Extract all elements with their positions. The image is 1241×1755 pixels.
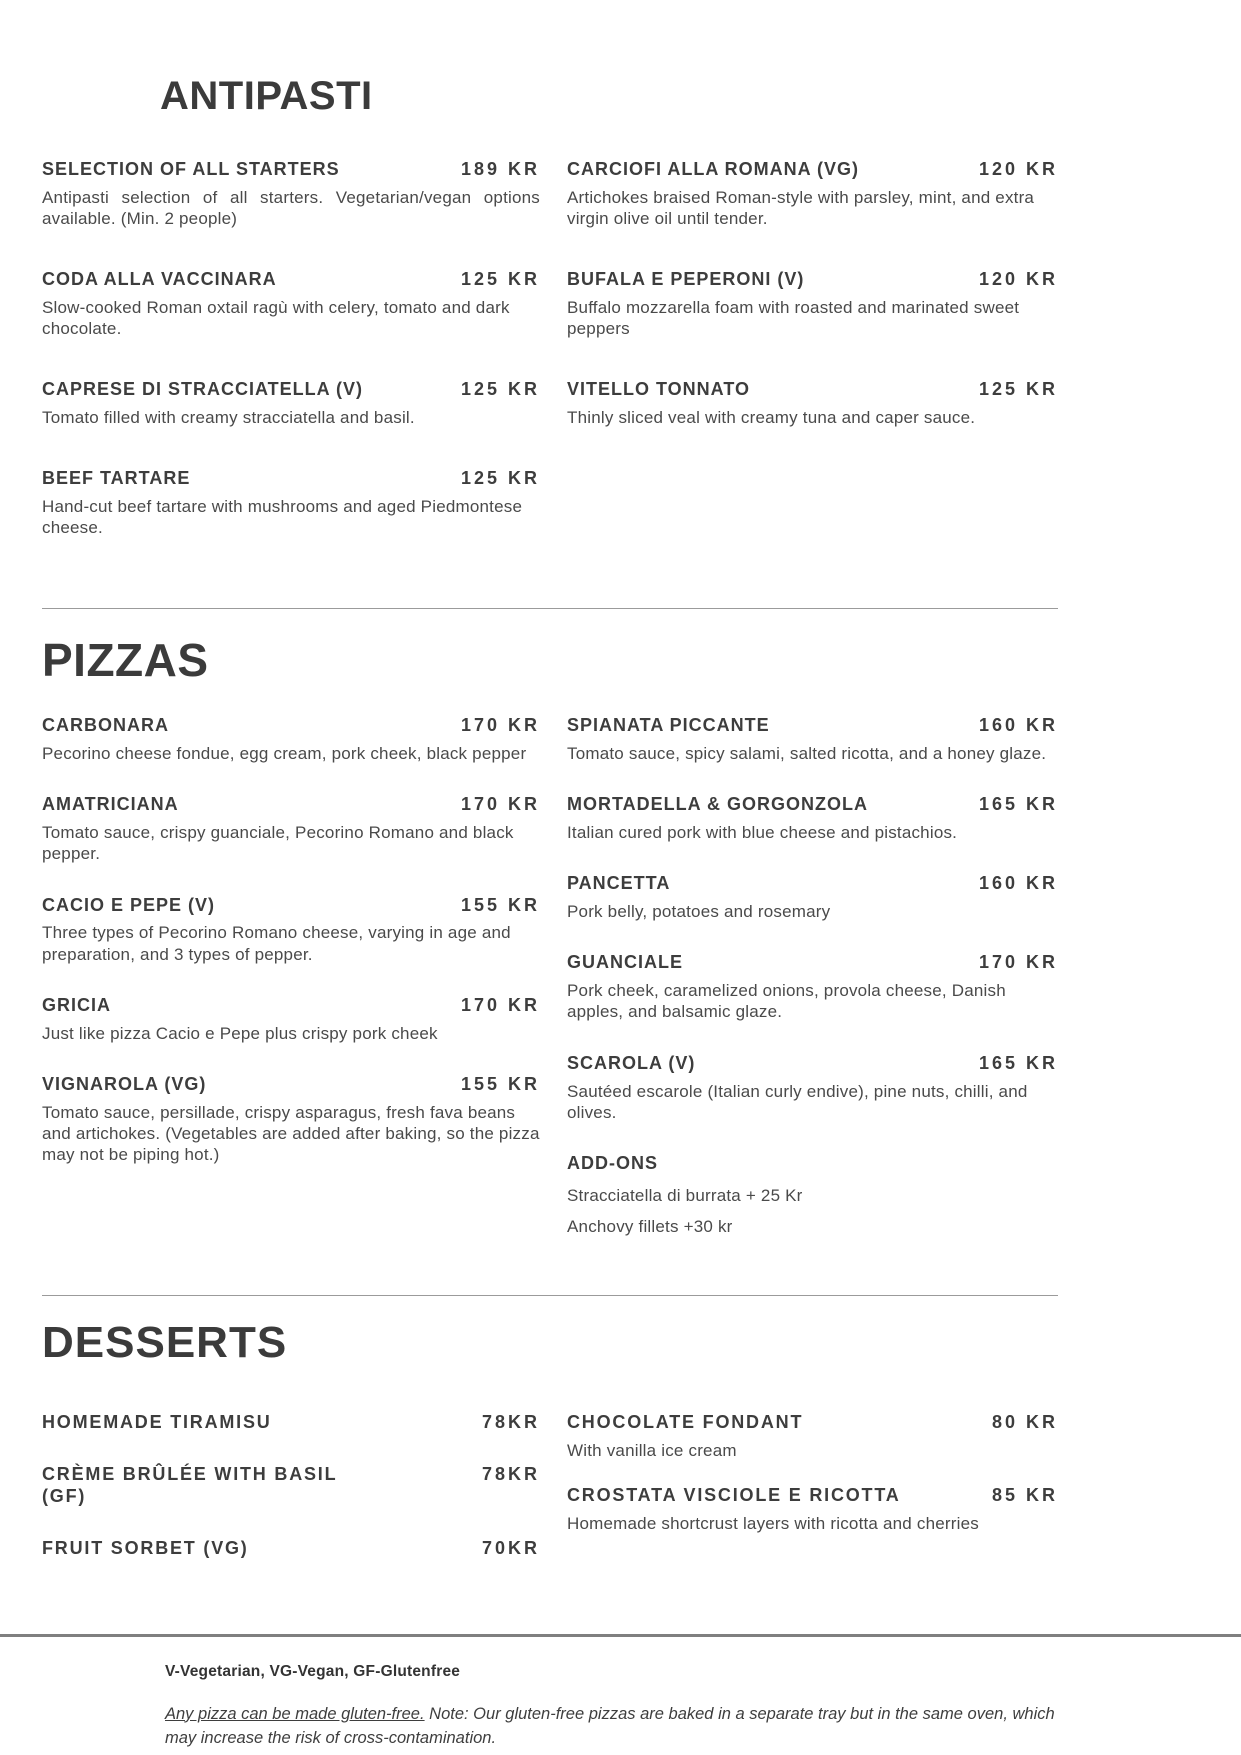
- item-title-row: [42, 794, 540, 816]
- item-description: Pecorino cheese fondue, egg cream, pork cheek, black pepper: [42, 744, 527, 764]
- footer: [42, 1663, 1058, 1751]
- desserts-left-column: [42, 1412, 540, 1590]
- item-price: 165 KR: [978, 794, 1058, 815]
- item-description: Homemade shortcrust layers with ricotta and cherries: [567, 1513, 979, 1533]
- item-price: 125 KR: [460, 379, 540, 400]
- pizzas-right-column: [567, 715, 1058, 1266]
- item-title-row: [42, 159, 540, 181]
- menu-item: [42, 1412, 540, 1434]
- item-description: Tomato filled with creamy stracciatella and basil.: [42, 408, 415, 428]
- item-title-row: [567, 952, 1058, 974]
- item-description: Tomato sauce, crispy guanciale, Pecorino Romano and black pepper.: [42, 823, 514, 864]
- antipasti-left-column: [42, 159, 540, 578]
- footer-divider: [0, 1634, 1241, 1637]
- item-title-row: [42, 379, 540, 401]
- item-title: FRUIT SORBET (VG): [42, 1537, 249, 1558]
- menu-item: [42, 794, 540, 864]
- item-title: CARBONARA: [42, 715, 169, 736]
- section-divider: [42, 608, 1058, 609]
- item-price: 85 KR: [991, 1484, 1058, 1505]
- item-title: GUANCIALE: [567, 952, 683, 973]
- add-on-line: Stracciatella di burrata + 25 Kr: [567, 1185, 803, 1205]
- menu-item: [42, 1464, 540, 1508]
- item-title: PANCETTA: [567, 873, 671, 894]
- item-description: Artichokes braised Roman-style with parsley, mint, and extra virgin olive oil until tender.: [567, 187, 1035, 229]
- item-price: 120 KR: [978, 269, 1058, 290]
- menu-item: [42, 995, 540, 1044]
- menu-item: [567, 794, 1058, 843]
- item-description: Pork belly, potatoes and rosemary: [567, 902, 831, 922]
- item-description: With vanilla ice cream: [567, 1440, 737, 1460]
- menu-item: [567, 715, 1058, 764]
- item-title: CACIO E PEPE (V): [42, 894, 216, 915]
- gluten-free-note-rest: Note: Our gluten-free pizzas are baked in a separate tray but in the same oven, which may increase the risk of cross-contamination.: [165, 1704, 1055, 1747]
- menu-item: [42, 159, 540, 229]
- menu-item: [567, 1053, 1058, 1123]
- item-price: 170 KR: [978, 952, 1058, 973]
- item-title-row: [567, 379, 1058, 401]
- item-title-row: [42, 1538, 540, 1560]
- item-description: Tomato sauce, spicy salami, salted ricotta, and a honey glaze.: [567, 744, 1047, 764]
- item-title: SCAROLA (V): [567, 1052, 696, 1073]
- item-title: CARCIOFI ALLA ROMANA (VG): [567, 159, 859, 179]
- item-price: 170 KR: [460, 794, 540, 815]
- item-price: 165 KR: [978, 1052, 1058, 1073]
- item-price: 125 KR: [460, 468, 540, 489]
- item-price: 170 KR: [460, 994, 540, 1015]
- menu-item: [567, 873, 1058, 922]
- item-title-row: [567, 715, 1058, 737]
- item-price: 78KR: [481, 1463, 540, 1484]
- item-price: 170 KR: [460, 715, 540, 736]
- item-description: Hand-cut beef tartare with mushrooms and aged Piedmontese cheese.: [42, 497, 523, 538]
- section-divider: [42, 1295, 1058, 1296]
- item-title: CAPRESE DI STRACCIATELLA (V): [42, 379, 364, 400]
- menu-item: [567, 379, 1058, 428]
- item-price: 70KR: [481, 1537, 540, 1558]
- menu-item: [567, 1412, 1058, 1461]
- gluten-free-note-underlined: Any pizza can be made gluten-free.: [165, 1704, 425, 1723]
- item-title-row: [567, 1485, 1058, 1507]
- item-description: Slow-cooked Roman oxtail ragù with celery, tomato and dark chocolate.: [42, 298, 510, 339]
- menu-item: [42, 379, 540, 428]
- item-description: Tomato sauce, persillade, crispy asparagus, fresh fava beans and artichokes. (Vegetables are added after baking, so the pizza may not be piping hot.): [42, 1102, 540, 1164]
- item-price: 155 KR: [460, 1073, 540, 1094]
- item-title-row: [42, 468, 540, 490]
- item-title: VIGNAROLA (VG): [42, 1073, 207, 1094]
- menu-item: [567, 159, 1058, 229]
- menu-item: [567, 269, 1058, 339]
- item-title: ADD-ONS: [567, 1152, 658, 1173]
- menu-item-add-ons: [567, 1153, 1058, 1237]
- desserts-right-column: [567, 1412, 1058, 1590]
- item-price: 125 KR: [460, 269, 540, 290]
- item-price: 125 KR: [978, 379, 1058, 400]
- item-title: HOMEMADE TIRAMISU: [42, 1411, 272, 1432]
- section-desserts: [42, 1318, 1058, 1590]
- dietary-legend: V-Vegetarian, VG-Vegan, GF-Glutenfree: [165, 1662, 461, 1680]
- menu-item: [567, 1485, 1058, 1534]
- item-price: 80 KR: [991, 1411, 1058, 1432]
- section-title-desserts: DESSERTS: [42, 1317, 288, 1367]
- item-title: CROSTATA VISCIOLE E RICOTTA: [567, 1484, 901, 1505]
- item-price: 189 KR: [460, 159, 540, 179]
- pizzas-columns: [42, 715, 1058, 1266]
- item-price: 78KR: [481, 1411, 540, 1432]
- item-title-row: [567, 1053, 1058, 1075]
- item-description: Buffalo mozzarella foam with roasted and marinated sweet peppers: [567, 298, 1020, 339]
- item-price: 120 KR: [978, 159, 1058, 179]
- item-title: MORTADELLA & GORGONZOLA: [567, 794, 868, 815]
- item-title-row: [567, 1153, 1058, 1175]
- item-title-row: [567, 159, 1058, 181]
- item-title: AMATRICIANA: [42, 794, 179, 815]
- gluten-free-note: [165, 1703, 1058, 1751]
- item-description: Italian cured pork with blue cheese and pistachios.: [567, 823, 958, 843]
- menu-item: [42, 468, 540, 538]
- item-title: CHOCOLATE FONDANT: [567, 1411, 804, 1432]
- item-description: Antipasti selection of all starters. Vegetarian/vegan options available. (Min. 2 people): [42, 187, 540, 229]
- section-title-antipasti: ANTIPASTI: [160, 74, 373, 118]
- item-title-row: [567, 269, 1058, 291]
- item-title: GRICIA: [42, 994, 111, 1015]
- item-title-row: [42, 1412, 540, 1434]
- add-on-line: Anchovy fillets +30 kr: [567, 1216, 733, 1236]
- item-title: CRÈME BRÛLÉE WITH BASIL (GF): [42, 1463, 338, 1506]
- menu-item: [42, 715, 540, 764]
- section-antipasti: [42, 74, 1058, 578]
- item-description: Pork cheek, caramelized onions, provola cheese, Danish apples, and balsamic glaze.: [567, 981, 1006, 1022]
- menu-item: [567, 952, 1058, 1022]
- item-title-row: [42, 995, 540, 1017]
- item-title: BUFALA E PEPERONI (V): [567, 269, 805, 290]
- item-title-row: [42, 715, 540, 737]
- item-title: SPIANATA PICCANTE: [567, 715, 770, 736]
- desserts-columns: [42, 1412, 1058, 1590]
- item-title-row: [42, 895, 540, 917]
- item-title: BEEF TARTARE: [42, 468, 191, 489]
- item-title-row: [567, 1412, 1058, 1434]
- antipasti-right-column: [567, 159, 1058, 578]
- item-price: 160 KR: [978, 873, 1058, 894]
- item-price: 160 KR: [978, 715, 1058, 736]
- item-title-row: [42, 1074, 540, 1096]
- item-title: SELECTION OF ALL STARTERS: [42, 159, 340, 179]
- item-description: Three types of Pecorino Romano cheese, varying in age and preparation, and 3 types of pepper.: [42, 923, 511, 964]
- antipasti-columns: [42, 159, 1058, 578]
- item-description: Just like pizza Cacio e Pepe plus crispy pork cheek: [42, 1023, 438, 1043]
- pizzas-left-column: [42, 715, 540, 1266]
- menu-item: [42, 1074, 540, 1165]
- menu-item: [42, 895, 540, 965]
- item-title-row: [567, 794, 1058, 816]
- item-title-row: [42, 1464, 540, 1508]
- section-title-pizzas: PIZZAS: [42, 634, 209, 687]
- menu-item: [42, 269, 540, 339]
- item-description: Sautéed escarole (Italian curly endive), pine nuts, chilli, and olives.: [567, 1081, 1028, 1122]
- section-pizzas: [42, 633, 1058, 1266]
- item-title: VITELLO TONNATO: [567, 379, 751, 400]
- menu-item: [42, 1538, 540, 1560]
- item-title-row: [567, 873, 1058, 895]
- item-price: 155 KR: [460, 894, 540, 915]
- item-title: CODA ALLA VACCINARA: [42, 269, 277, 290]
- item-title-row: [42, 269, 540, 291]
- item-description: Thinly sliced veal with creamy tuna and caper sauce.: [567, 408, 976, 428]
